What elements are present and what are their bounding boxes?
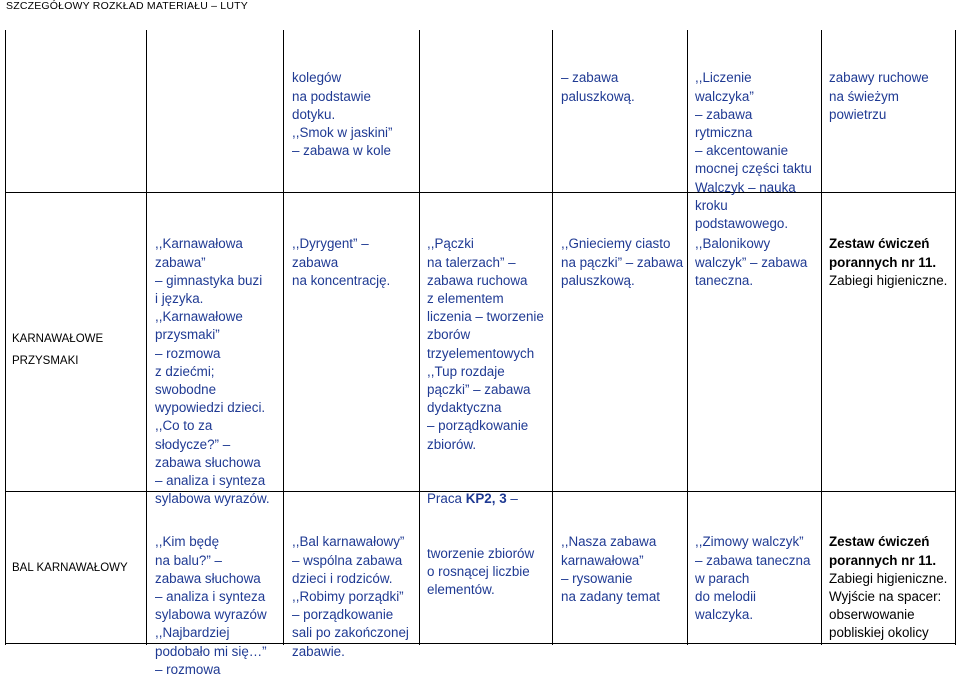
section-bal-karnawalowy: BAL KARNAWAŁOWY <box>12 562 128 574</box>
row1-col2: ,,Pączki na talerzach” – zabawa ruchowa z elementem liczenia – tworzenie zborów trzyelementowych ,,Tup rozdaje pączki” – zabawa dydaktyczna – porządkowanie zbiorów. Praca KP2, 3 – tworzenie zbiorów o rosnącej liczbie elementów. <box>427 236 544 598</box>
row2-col3: ,,Nasza zabawa karnawałowa” – rysowanie na zadany temat <box>561 534 661 605</box>
row1-col3: ,,Gnieciemy ciasto na pączki” – zabawa paluszkową. <box>561 236 684 288</box>
row1-col4-top: ,,Liczenie walczyka” – zabawa rytmiczna – akcentowanie mocnej części taktu Walczyk – nauka kroku podstawowego. <box>695 70 812 232</box>
row2-col5: Zestaw ćwiczeń porannych nr 11. Zabiegi higieniczne. Wyjście na spacer: obserwowanie pobliskiej okolicy <box>829 534 948 641</box>
document-header: SZCZEGÓŁOWY ROZKŁAD MATERIAŁU – LUTY <box>6 0 248 12</box>
row1-col0: ,,Karnawałowa zabawa” – gimnastyka buzi i języka. ,,Karnawałowe przysmaki” – rozmowa z dziećmi; swobodne wypowiedzi dzieci. ,,Co to za słodycze?” – zabawa słuchowa – analiza i synteza sylabowa wyrazów. <box>155 236 270 507</box>
row1-col1-top: kolegów na podstawie dotyku. ,,Smok w jaskini” – zabawa w kole <box>292 70 393 159</box>
row1-col4: ,,Balonikowy walczyk” – zabawa taneczna. <box>695 236 808 288</box>
row2-col1: ,,Bal karnawałowy” – wspólna zabawa dzieci i rodziców. ,,Robimy porządki” – porządkowanie sali po zakończonej zabawie. <box>292 534 409 659</box>
row2-col0: ,,Kim będę na balu?” – zabawa słuchowa – analiza i synteza sylabowa wyrazów ,,Najbardziej podobało mi się…” – rozmowa <box>155 534 267 677</box>
row1-col5-top: zabawy ruchowe na świeżym powietrzu <box>829 70 929 122</box>
section-karnawalowe-przysmaki: KARNAWAŁOWE PRZYSMAKI <box>12 333 104 367</box>
row1-col3-top: – zabawa paluszkową. <box>561 70 635 104</box>
row1-col1: ,,Dyrygent” – zabawa na koncentrację. <box>292 236 391 288</box>
row2-col4: ,,Zimowy walczyk” – zabawa taneczna w parach do melodii walczyka. <box>695 534 811 623</box>
row1-col5: Zestaw ćwiczeń porannych nr 11. Zabiegi higieniczne. <box>829 236 948 288</box>
